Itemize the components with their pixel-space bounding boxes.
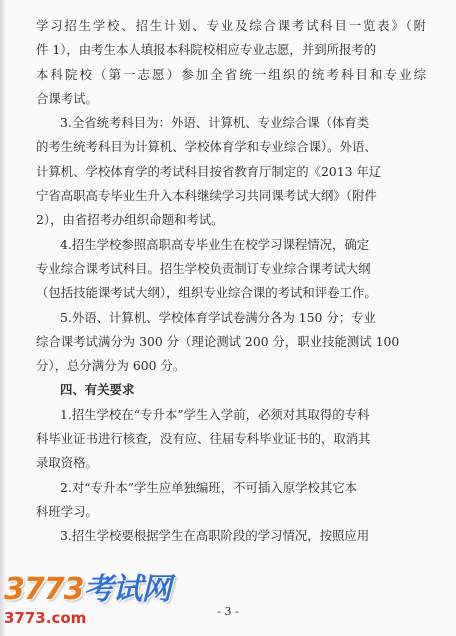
page-edge-shadow [0, 0, 6, 636]
text-line: 合课考试。 [36, 90, 98, 106]
text-line: 综合课考试满分为 300 分（理论测试 200 分，职业技能测试 100 [36, 333, 400, 349]
text-line: 3.招生学校要根据学生在高职阶段的学习情况，按照应用 [60, 528, 370, 544]
text-line: 计算机、学校体育学的考试科目按省教育厅制定的《2013 年辽 [36, 163, 382, 179]
watermark-sub-number: 3773 [4, 609, 46, 627]
text-line: 1.招生学校在“专升本”学生入学前，必须对其取得的专科 [60, 406, 370, 422]
text-line: 专业综合课考试科目。招生学校负责制订专业综合课考试大纲 [36, 260, 371, 276]
text-line: 2.对“专升本”学生应单独编班，不可插入原学校其它本 [60, 479, 358, 495]
site-watermark-logo [4, 572, 172, 634]
watermark-main-text: 考试网 [83, 572, 171, 607]
text-line: （包括技能课考试大纲），组织专业综合课的考试和评卷工作。 [36, 285, 377, 301]
text-line: 科班学习。 [36, 503, 98, 519]
text-line: 5.外语、计算机、学校体育学试卷满分各为 150 分；专业 [60, 309, 376, 325]
text-line: 分），总分满分为 600 分。 [36, 358, 186, 374]
watermark-main-number: 3773 [4, 572, 84, 607]
text-line: 件 1），由考生本人填报本科院校相应专业志愿，并到所报考的 [36, 42, 377, 58]
watermark-sub-text: .com [45, 609, 87, 627]
text-line: 录取资格。 [36, 455, 98, 471]
text-line: 2），由省招考办组织命题和考试。 [36, 212, 224, 228]
text-line: 本科院校（第一志愿）参加全省统一组织的统考科目和专业综 [36, 66, 426, 82]
text-line: 宁省高职高专毕业生升入本科继续学习共同课考试大纲》（附件 [36, 188, 377, 204]
watermark-main [4, 572, 171, 608]
text-line: 4.招生学校参照高职高专毕业生在校学习课程情况，确定 [60, 236, 370, 252]
text-line: 的考生统考科目为计算机、学校体育学和专业综合课）。外语、 [36, 139, 377, 155]
text-line: 3.全省统考科目为：外语、计算机、专业综合课（体育类 [60, 115, 370, 131]
text-line: 学习招生学校、招生计划、专业及综合课考试科目一览表》（附 [36, 18, 426, 33]
page-number: - 3 - [217, 605, 239, 618]
section-heading: 四、有关要求 [60, 382, 135, 398]
watermark-sub [4, 608, 86, 628]
text-line: 科毕业证书进行核查，没有应、往届专科毕业证书的，取消其 [36, 431, 371, 447]
document-body [36, 14, 426, 549]
